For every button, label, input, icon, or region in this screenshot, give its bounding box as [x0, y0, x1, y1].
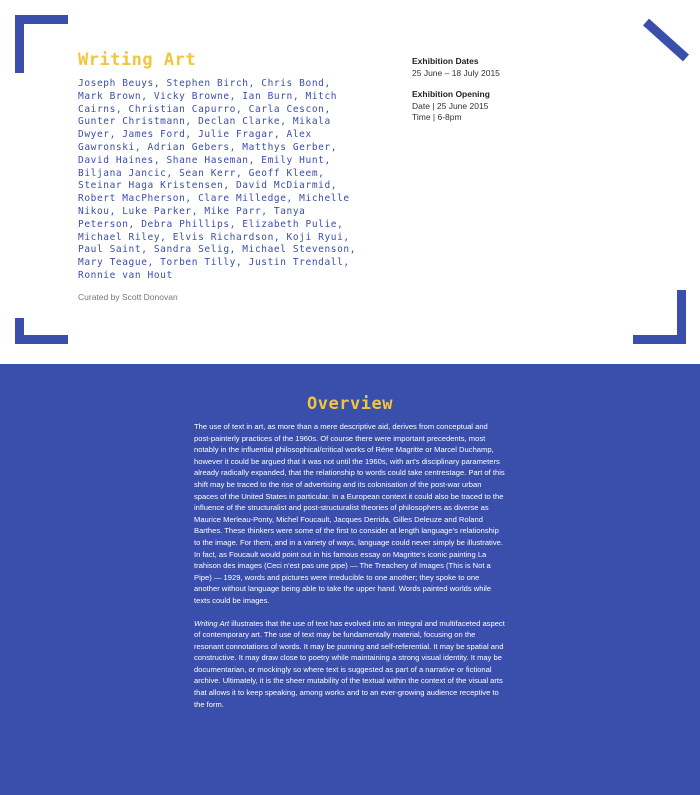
- opening-date: Date | 25 June 2015: [412, 100, 489, 111]
- overview-paragraph-2-title: Writing Art: [194, 618, 230, 628]
- artist-list: Joseph Beuys, Stephen Birch, Chris Bond, Mark Brown, Vicky Browne, Ian Burn, Mitch Cairns, Christian Capurro, Carla Cescon, Gunter Christmann, Declan Clarke, Mikala Dwyer, James Ford, Julie Fragar, Alex Gawronski, Adrian Gebers, Matthys Gerber, David Haines, Shane Haseman, Emily Hunt, Biljana Jancic, Sean Kerr, Geoff Kleem, Steinar Haga Kristensen, David McDiarmid, Robert MacPherson, Clare Milledge, Michelle Nikou, Luke Parker, Mike Parr, Tanya Peterson, Debra Phillips, Elizabeth Pulie, Michael Riley, Elvis Richardson, Koji Ryui, Paul Saint, Sandra Selig, Michael Stevenson, Mary Teague, Torben Tilly, Justin Trendall, Ronnie van Hout: [78, 78, 357, 281]
- overview-paragraph-2-text: illustrates that the use of text has evolved into an integral and multifaceted aspect of contemporary art. The use of text may be fundamentally material, focusing on the resonant connotations of words. It may be punning and self-referential. It may be spatial and constructive. It may draw close to poetry while maintaining a strong visual identity. It may be documentarian, or mockingly so where text is suggested as part of a narrative or fictional archive. Ultimately, it is the sheer mutability of the textual within the context of the visual arts that allows it to keep speaking, among works and to an ever-growing audience receptive to the form.: [194, 618, 505, 709]
- opening-group: [412, 89, 612, 124]
- corner-bracket-bottom-right-vertical: [677, 290, 686, 344]
- overview-section: [0, 364, 700, 795]
- exhibition-info: [412, 56, 612, 134]
- exhibition-header: [0, 0, 700, 364]
- dates-group: [412, 56, 612, 79]
- corner-bracket-bottom-left-vertical: [15, 318, 24, 344]
- exhibition-title: Writing Art: [78, 50, 197, 70]
- overview-paragraph-1: The use of text in art, as more than a mere descriptive aid, derives from conceptual and post-painterly practices of the 1960s. Of course there were important precedents, most notably in the influential philosophical/critical works of Réne Magritte or Marcel Duchamp, however it could be argued that it was not until the 1960s, with art's disciplinary parameters already radically expanded, that the relationship to words could take centrestage. Part of this shift may be traced to the rise of advertising and its colonisation of the post-war urban spaces of the United States in particular. In a European context it could also be traced to the influence of the structuralist and post-structuralist theories of philosophers as diverse as Maurice Merleau-Ponty, Michel Foucault, Jacques Derrida, Gilles Deleuze and Roland Barthes. These thinkers were some of the first to consider at length language's relationship to the image. For them, and in a variety of ways, language could never simply be illustrative. In fact, as Foucault would point out in his famous essay on Magritte's iconic painting La trahison des images (Ceci n'est pas une pipe) — The Treachery of Images (This is Not a Pipe) — 1929, words and pictures were irreducible to one another; they spoke to one another without language being able to take the upper hand. Words painted worlds while texts could be images.: [194, 422, 505, 605]
- curator-credit: Curated by Scott Donovan: [78, 292, 178, 302]
- opening-label: Exhibition Opening: [412, 89, 490, 99]
- opening-time: Time | 6-8pm: [412, 112, 462, 122]
- overview-paragraph-2: [194, 618, 506, 711]
- overview-title: Overview: [307, 394, 393, 414]
- overview-body: [194, 421, 506, 721]
- dates-value: 25 June – 18 July 2015: [412, 67, 500, 78]
- diagonal-slash-line: [646, 22, 686, 58]
- dates-label: Exhibition Dates: [412, 56, 479, 66]
